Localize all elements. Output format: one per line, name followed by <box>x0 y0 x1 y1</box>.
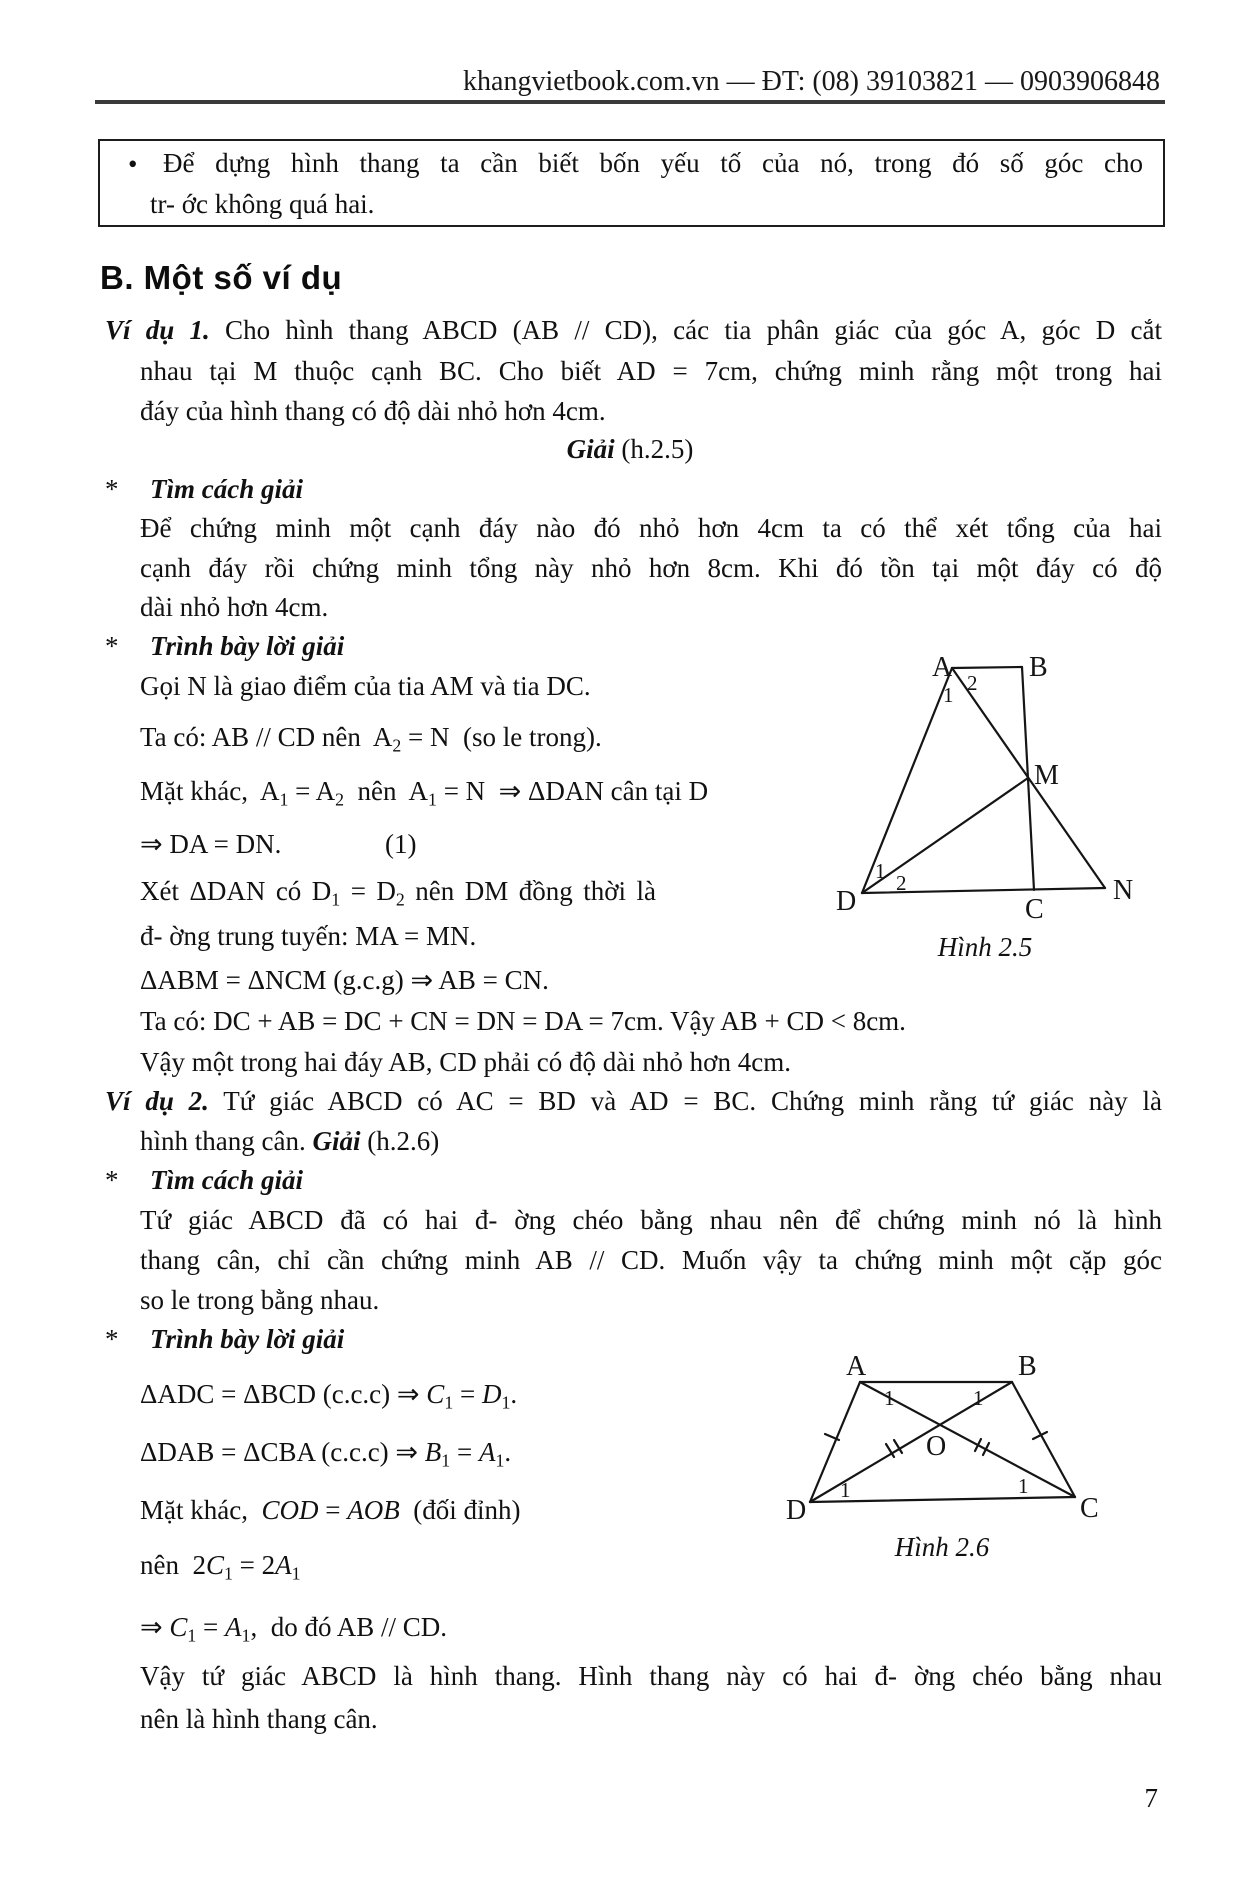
text-segment: C <box>169 1612 188 1642</box>
text-segment: đ- ờng trung tuyến: MA = MN. <box>140 921 477 951</box>
text-segment: 1 <box>495 1450 505 1471</box>
text-segment: A <box>478 1437 496 1467</box>
text-segment: Cho hình thang ABCD (AB // CD), các tia phân giác của góc A, góc D cắt <box>209 315 1162 345</box>
figure-2-6-caption: Hình 2.6 <box>894 1532 990 1562</box>
text-segment: 1 <box>291 1563 301 1584</box>
text-segment: 1 <box>441 1450 451 1471</box>
text-segment: 1 <box>331 889 341 910</box>
text-segment: Gọi N là giao điểm của tia AM và tia DC. <box>140 671 591 701</box>
text-segment: nên A <box>344 776 429 806</box>
text-line <box>140 1377 517 1415</box>
text-segment: , do đó AB // CD. <box>250 1612 447 1642</box>
text-segment: ΔDAB = ΔCBA (c.c.c) ⇒ <box>140 1437 425 1467</box>
text-segment: = 2 <box>232 1550 276 1580</box>
figure-2-5-caption: Hình 2.5 <box>937 932 1033 962</box>
text-segment: (h.2.6) <box>360 1126 440 1156</box>
vertex-label-d: D <box>786 1495 807 1526</box>
text-segment: đáy của hình thang có độ dài nhỏ hơn 4cm. <box>140 396 606 426</box>
vertex-label-c: C <box>1025 894 1044 920</box>
vertex-label-a: A <box>932 652 953 683</box>
text-segment: Tìm cách giải <box>150 1165 303 1195</box>
text-segment: COD <box>261 1495 319 1525</box>
text-segment: dài nhỏ hơn 4cm. <box>140 592 329 622</box>
text-line <box>140 1659 1162 1694</box>
angle-label-d1: 1 <box>875 859 886 883</box>
text-line <box>385 827 416 862</box>
angle-label-a1: 1 <box>943 683 954 707</box>
text-segment: AOB <box>347 1495 400 1525</box>
text-line <box>105 1322 119 1357</box>
text-line <box>150 472 303 507</box>
text-line <box>140 511 1162 546</box>
text-segment: Giải <box>312 1126 361 1156</box>
text-segment: (1) <box>385 829 417 859</box>
text-segment: 1 <box>428 789 437 810</box>
vertex-label-n: N <box>1113 875 1134 906</box>
text-line <box>140 394 606 429</box>
text-line <box>140 1548 301 1586</box>
text-segment: Trình bày lời giải <box>150 1324 345 1354</box>
text-segment: 1 <box>279 789 289 810</box>
text-line <box>140 1203 1162 1238</box>
angle-label-a1: 1 <box>884 1386 895 1410</box>
text-segment: = N ⇒ ΔDAN cân tại D <box>436 776 709 806</box>
text-segment: * <box>105 1324 119 1354</box>
text-segment: = <box>450 1437 479 1467</box>
bullet-icon: • <box>128 149 138 179</box>
text-line <box>140 720 602 758</box>
text-line <box>105 629 119 664</box>
text-segment: A <box>225 1612 242 1642</box>
text-line <box>100 432 1160 467</box>
vertex-label-b: B <box>1029 652 1048 683</box>
text-segment: . <box>504 1437 512 1467</box>
text-segment: C <box>426 1379 445 1409</box>
text-segment: Trình bày lời giải <box>150 631 345 661</box>
text-segment: = D <box>340 876 396 906</box>
text-line <box>140 669 591 704</box>
text-segment: nên là hình thang cân. <box>140 1704 378 1734</box>
text-segment: * <box>105 1165 119 1195</box>
text-segment: nên 2 <box>140 1550 206 1580</box>
text-segment: Ví dụ 2. <box>105 1086 209 1116</box>
text-segment: Ví dụ 1. <box>105 315 210 345</box>
text-line <box>140 1702 378 1737</box>
text-segment: (đối đỉnh) <box>399 1495 521 1525</box>
vertex-label-o: O <box>926 1431 947 1462</box>
text-segment: A <box>275 1550 292 1580</box>
text-segment: Tìm cách giải <box>150 474 303 504</box>
text-line <box>140 1243 1162 1278</box>
text-segment: B <box>424 1437 442 1467</box>
text-segment: Để chứng minh một cạnh đáy nào đó nhỏ hơn 4cm ta có thể xét tổng của hai <box>140 513 1162 543</box>
edge-AD <box>810 1382 860 1502</box>
text-segment: 1 <box>187 1625 197 1646</box>
text-line <box>140 827 281 862</box>
text-segment: nên DM đồng thời là <box>404 876 656 906</box>
note-line-1: Để dựng hình thang ta cần biết bốn yếu tố của nó, trong đó số góc cho <box>163 148 1143 178</box>
text-segment: Xét ΔDAN có D <box>140 876 332 906</box>
text-segment: Mặt khác, A <box>140 776 280 806</box>
text-segment: nhau tại M thuộc cạnh BC. Cho biết AD = 7cm, chứng minh rằng một trong hai <box>140 356 1162 386</box>
text-line <box>105 472 119 507</box>
page-header: khangvietbook.com.vn — ĐT: (08) 39103821 — 0903906848 <box>463 66 1160 97</box>
text-line <box>140 1610 447 1648</box>
text-segment: ΔABM = ΔNCM (g.c.g) ⇒ AB = CN. <box>140 965 549 995</box>
header-rule <box>95 100 1165 104</box>
text-segment: 1 <box>501 1392 511 1413</box>
vertex-label-a: A <box>846 1355 867 1382</box>
text-segment: * <box>105 474 119 504</box>
text-segment: 1 <box>444 1392 454 1413</box>
text-segment: . <box>510 1379 518 1409</box>
text-line <box>140 354 1162 389</box>
angle-label-c1: 1 <box>1018 1474 1029 1498</box>
text-segment: = <box>318 1495 348 1525</box>
text-segment: = <box>453 1379 482 1409</box>
text-line <box>140 874 656 912</box>
vertex-label-d: D <box>836 886 857 917</box>
page-number: 7 <box>1144 1783 1158 1813</box>
text-segment: thang cân, chỉ cần chứng minh AB // CD. Muốn vậy ta chứng minh một cặp góc <box>140 1245 1162 1275</box>
text-segment: cạnh đáy rồi chứng minh tổng này nhỏ hơn 8cm. Khi đó tồn tại một đáy có độ <box>140 553 1162 583</box>
text-segment: 2 <box>395 889 405 910</box>
text-segment: so le trong bằng nhau. <box>140 1285 380 1315</box>
text-line <box>105 313 1162 348</box>
section-heading: B. Một số ví dụ <box>100 259 343 296</box>
text-line <box>140 1004 906 1039</box>
edge-AB <box>952 667 1022 668</box>
text-segment: 1 <box>224 1563 233 1584</box>
text-line <box>140 1283 379 1318</box>
line-DM <box>862 778 1028 893</box>
angle-label-d1: 1 <box>840 1478 851 1502</box>
vertex-label-c: C <box>1080 1493 1099 1524</box>
angle-label-a2: 2 <box>967 671 978 695</box>
text-line <box>140 1493 520 1528</box>
text-line <box>140 774 708 812</box>
text-line <box>105 1163 119 1198</box>
figure-2-6-drawing <box>780 1355 1180 1530</box>
text-segment: * <box>105 631 119 661</box>
text-segment: Vậy tứ giác ABCD là hình thang. Hình thang này có hai đ- ờng chéo bằng nhau <box>140 1661 1162 1691</box>
text-segment: ⇒ <box>140 1612 170 1642</box>
text-segment: Mặt khác, <box>140 1495 262 1525</box>
text-line <box>140 590 328 625</box>
angle-label-b1: 1 <box>973 1386 984 1410</box>
vertex-label-m: M <box>1034 760 1059 791</box>
text-segment: 2 <box>392 735 402 756</box>
text-segment: Tứ giác ABCD có AC = BD và AD = BC. Chứng minh rằng tứ giác này là <box>208 1086 1162 1116</box>
text-line <box>140 1124 439 1159</box>
text-segment: ⇒ DA = DN. <box>140 829 282 859</box>
text-segment: = <box>196 1612 226 1642</box>
text-line <box>150 629 344 664</box>
text-segment: D <box>481 1379 502 1409</box>
text-line <box>140 1045 791 1080</box>
note-line-2: tr- ớc không quá hai. <box>150 189 375 219</box>
text-line <box>105 1084 1162 1119</box>
figure-2-6 <box>780 1355 1180 1530</box>
text-segment: (h.2.5) <box>614 434 694 464</box>
text-segment: Tứ giác ABCD đã có hai đ- ờng chéo bằng nhau nên để chứng minh nó là hình <box>140 1205 1162 1235</box>
text-segment: 2 <box>335 789 345 810</box>
angle-label-d2: 2 <box>896 871 907 895</box>
text-segment: Giải <box>566 434 615 464</box>
text-line <box>140 919 476 954</box>
text-segment: Ta có: DC + AB = DC + CN = DN = DA = 7cm. Vậy AB + CD < 8cm. <box>140 1006 906 1036</box>
figure-2-5 <box>830 650 1150 920</box>
text-line <box>140 963 549 998</box>
text-segment: 1 <box>241 1625 251 1646</box>
text-segment: hình thang cân. <box>140 1126 313 1156</box>
text-segment: = A <box>288 776 336 806</box>
text-line <box>140 1435 511 1473</box>
text-line <box>150 1322 344 1357</box>
text-line <box>140 551 1162 586</box>
text-segment: ΔADC = ΔBCD (c.c.c) ⇒ <box>140 1379 427 1409</box>
text-line <box>150 1163 303 1198</box>
text-segment: Ta có: AB // CD nên A <box>140 722 393 752</box>
figure-2-5-drawing <box>830 650 1150 920</box>
text-segment: Vậy một trong hai đáy AB, CD phải có độ dài nhỏ hơn 4cm. <box>140 1047 791 1077</box>
vertex-label-b: B <box>1018 1355 1037 1382</box>
text-segment: C <box>205 1550 224 1580</box>
text-segment: = N (so le trong). <box>401 722 602 752</box>
